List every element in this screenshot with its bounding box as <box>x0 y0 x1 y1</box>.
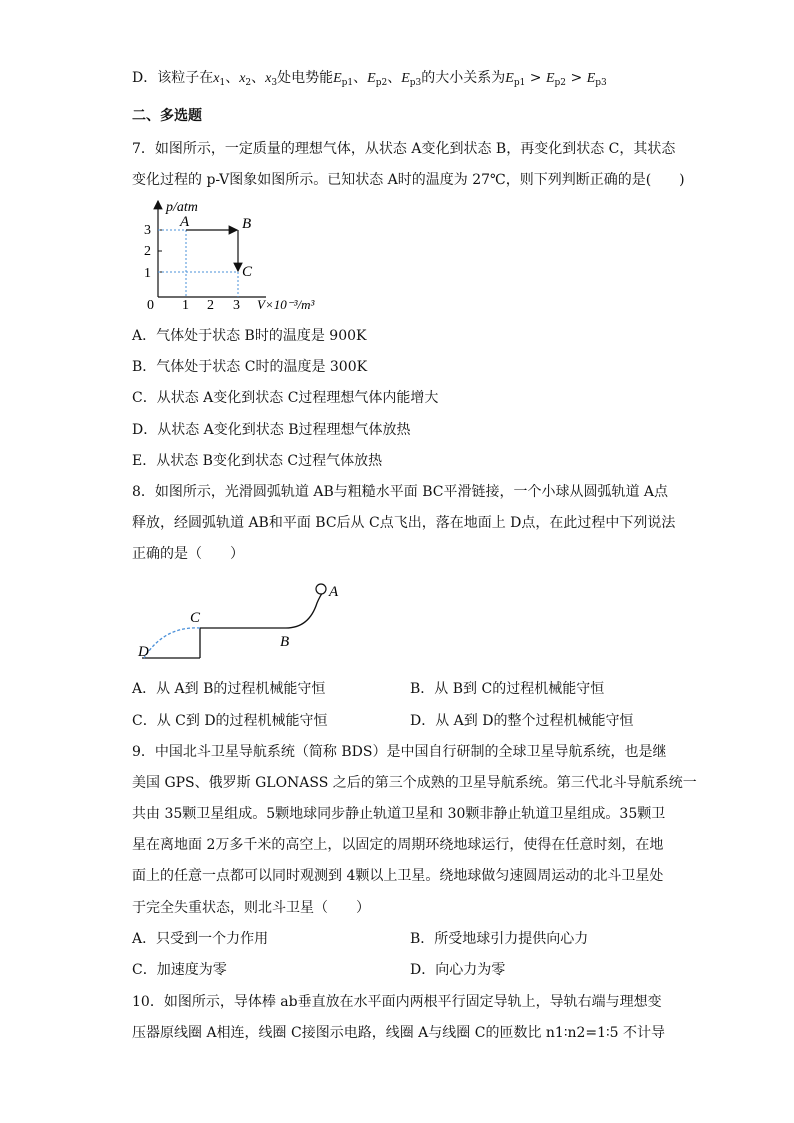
point-label-c: C <box>242 264 253 280</box>
x-tick-label: 2 <box>207 298 214 313</box>
q9-option-b: B．所受地球引力提供向心力 <box>410 931 589 947</box>
y-axis-label: p/atm <box>166 200 198 215</box>
q8-option-b: B．从 B到 C的过程机械能守恒 <box>410 681 605 697</box>
q10-stem-line1: 10．如图所示，导体棒 ab垂直放在水平面内两根平行固定导轨上，导轨右端与理想变 <box>132 994 662 1010</box>
q9-option-d: D．向心力为零 <box>410 962 506 978</box>
q9-option-c: C．加速度为零 <box>132 962 227 978</box>
q7-pv-diagram <box>138 195 348 317</box>
arc-ab <box>286 592 323 628</box>
label-a: A <box>329 584 339 600</box>
q8-track-diagram <box>134 578 354 664</box>
q7-option-c: C．从状态 A变化到状态 C过程理想气体内能增大 <box>132 390 439 406</box>
q9-stem-line1: 9．中国北斗卫星导航系统（简称 BDS）是中国自行研制的全球卫星导航系统，也是继 <box>132 744 667 760</box>
q6-option-d: D．该粒子在$x_1$、$x_2$、$x_3$处电势能$E_{p1}$、$E_{p2}$、$E_{p3}$的大小关系为$E_{p1} > E_{p2} > E_{p3}$ <box>132 70 607 88</box>
q9-stem-line5: 面上的任意一点都可以同时观测到 4颗以上卫星。绕地球做匀速圆周运动的北斗卫星处 <box>132 868 664 884</box>
origin-label: 0 <box>147 298 154 313</box>
q7-stem-line2: 变化过程的 p-V图象如图所示。已知状态 A时的温度为 27℃，则下列判断正确的是( ) <box>132 172 685 188</box>
q9-stem-line4: 星在离地面 2万多千米的高空上，以固定的周期环绕地球运行，使得在任意时刻，在地 <box>132 837 664 853</box>
q7-option-a: A．气体处于状态 B时的温度是 900K <box>132 328 367 344</box>
y-tick-label: 3 <box>144 223 151 238</box>
label-d: D <box>138 644 149 660</box>
q8-option-a: A．从 A到 B的过程机械能守恒 <box>132 681 326 697</box>
ball <box>316 584 326 594</box>
point-label-b: B <box>242 216 252 232</box>
q7-stem-line1: 7．如图所示，一定质量的理想气体，从状态 A变化到状态 B，再变化到状态 C，其状态 <box>132 141 676 157</box>
point-label-a: A <box>180 214 190 230</box>
q7-option-e: E．从状态 B变化到状态 C过程气体放热 <box>132 453 383 469</box>
projectile-path <box>144 628 200 658</box>
q9-stem-line2: 美国 GPS、俄罗斯 GLONASS 之后的第三个成熟的卫星导航系统。第三代北斗导航系统一 <box>132 775 697 791</box>
x-tick-label: 3 <box>233 298 240 313</box>
q8-option-c: C．从 C到 D的过程机械能守恒 <box>132 713 328 729</box>
q8-stem-line1: 8．如图所示，光滑圆弧轨道 AB与粗糙水平面 BC平滑链接，一个小球从圆弧轨道 A点 <box>132 484 669 500</box>
q9-stem-line3: 共由 35颗卫星组成。5颗地球同步静止轨道卫星和 30颗非静止轨道卫星组成。35颗卫 <box>132 806 666 822</box>
q8-stem-line3: 正确的是（ ） <box>132 546 244 562</box>
q9-option-a: A．只受到一个力作用 <box>132 931 269 947</box>
q7-option-b: B．气体处于状态 C时的温度是 300K <box>132 359 368 375</box>
label-b: B <box>280 634 290 650</box>
label-c: C <box>190 610 201 626</box>
q9-stem-line6: 于完全失重状态，则北斗卫星（ ） <box>132 900 370 916</box>
y-tick-label: 2 <box>144 244 151 259</box>
section-title: 二、多选题 <box>132 108 202 124</box>
x-axis-label: V×10⁻³/m³ <box>257 297 315 312</box>
q8-option-d: D．从 A到 D的整个过程机械能守恒 <box>410 713 634 729</box>
x-tick-label: 1 <box>182 298 189 313</box>
q10-stem-line2: 压器原线圈 A相连，线圈 C接图示电路，线圈 A与线圈 C的匝数比 n1∶n2=1∶5 不计导 <box>132 1025 666 1041</box>
y-tick-label: 1 <box>144 266 151 281</box>
q8-stem-line2: 释放，经圆弧轨道 AB和平面 BC后从 C点飞出，落在地面上 D点，在此过程中下列说法 <box>132 515 676 531</box>
q7-option-d: D．从状态 A变化到状态 B过程理想气体放热 <box>132 422 411 438</box>
